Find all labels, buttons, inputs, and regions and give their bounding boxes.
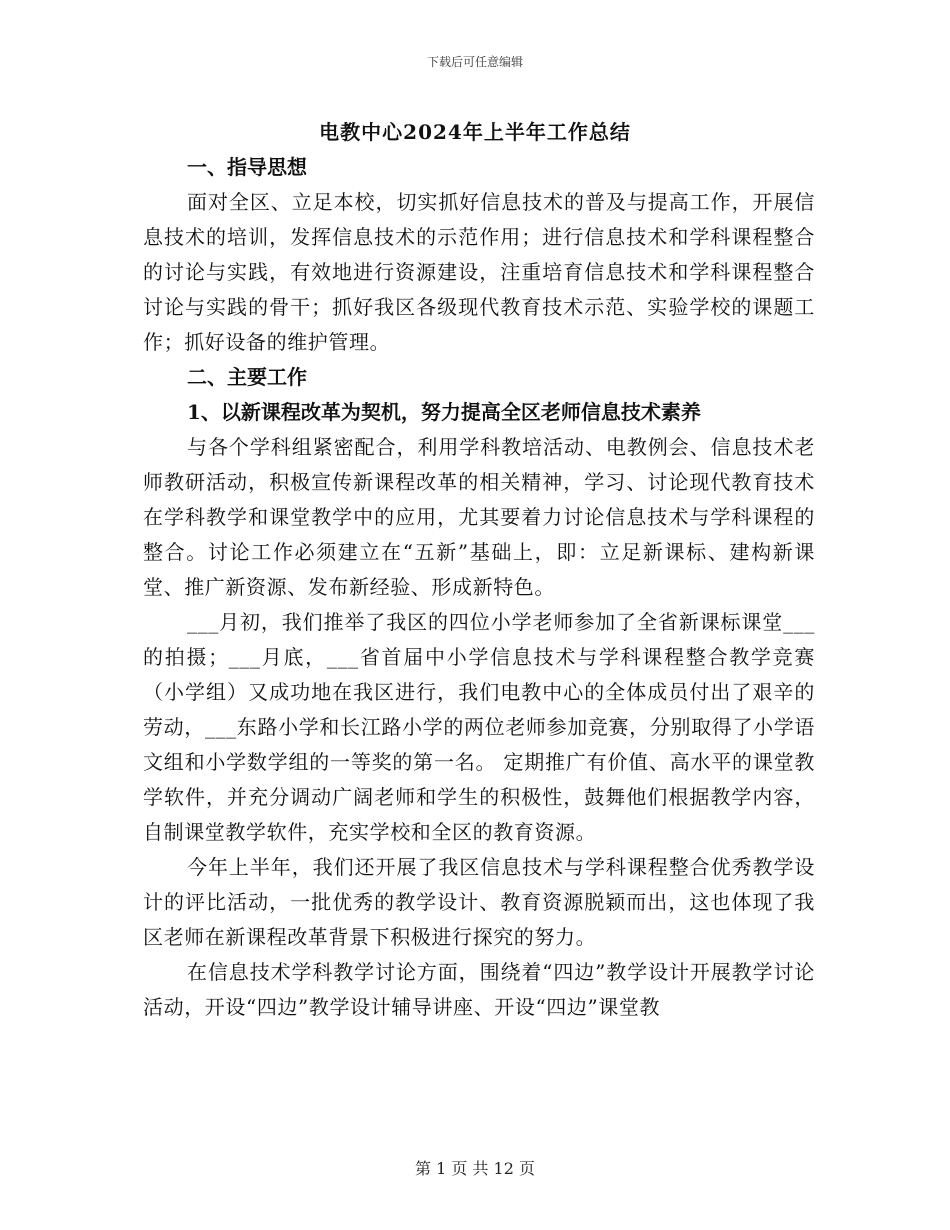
header-note: 下载后可任意编辑 <box>426 55 523 69</box>
page-number: 第 1 页 共 12 页 <box>415 1159 535 1178</box>
paragraph: 面对全区、立足本校，切实抓好信息技术的普及与提高工作，开展信息技术的培训，发挥信息技术的示范作用；进行信息技术和学科课程整合的讨论与实践，有效地进行资源建设，注重培育信息技术和学科课程整合讨论与实践的骨干；抓好我区各级现代教育技术示范、实验学校的课题工作；抓好设备的维护管理。 <box>143 190 815 354</box>
document-title: 电教中心2024年上半年工作总结 <box>319 120 631 144</box>
paragraph: 与各个学科组紧密配合，利用学科教培活动、电教例会、信息技术老师教研活动，积极宣传新课程改革的相关精神，学习、讨论现代教育技术在学科教学和课堂教学中的应用，尤其要着力讨论信息技术与学科课程的整合。讨论工作必须建立在“五新”基础上，即：立足新课标、建构新课堂、推广新资源、发布新经验、形成新特色。 <box>143 435 815 599</box>
paragraph: ___月初，我们推举了我区的四位小学老师参加了全省新课标课堂___的拍摄；___月底，___省首届中小学信息技术与学科课程整合教学竞赛（小学组）又成功地在我区进行，我们电教中心的全体成员付出了艰辛的劳动，___东路小学和长江路小学的两位老师参加竞赛，分别取得了小学语文组和小学数学组的一等奖的第一名。 定期推广有价值、高水平的课堂教学软件，并充分调动广阔老师和学生的积极性，鼓舞他们根据教学内容，自制课堂教学软件，充实学校和全区的教育资源。 <box>143 610 815 844</box>
paragraph: 在信息技术学科教学讨论方面，围绕着“四边”教学设计开展教学讨论活动，开设“四边”教学设计辅导讲座、开设“四边”课堂教 <box>143 960 815 1019</box>
paragraph: 今年上半年，我们还开展了我区信息技术与学科课程整合优秀教学设计的评比活动，一批优秀的教学设计、教育资源脱颖而出，这也体现了我区老师在新课程改革背景下积极进行探究的努力。 <box>143 855 815 949</box>
section-heading-main-work: 二、主要工作 <box>187 365 307 389</box>
section-heading-guiding-ideology: 一、指导思想 <box>187 155 307 179</box>
document-body <box>143 150 815 1025</box>
subsection-heading: 1、以新课程改革为契机，努力提高全区老师信息技术素养 <box>187 400 701 424</box>
